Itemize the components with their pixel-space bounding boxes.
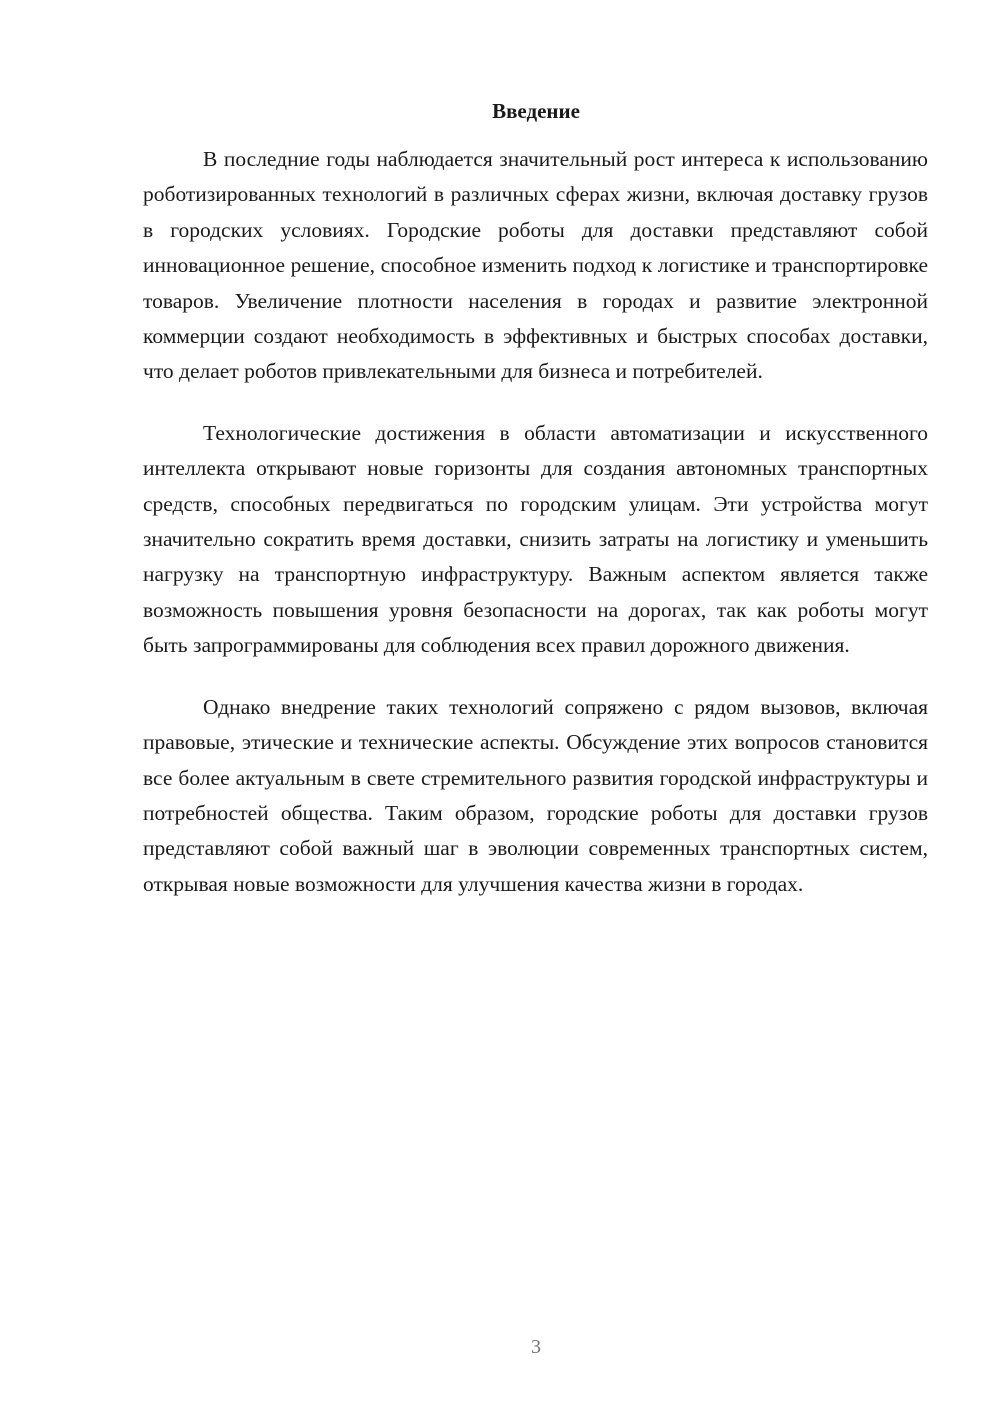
- section-heading: Введение: [492, 99, 580, 123]
- paragraph-2: Технологические достижения в области автоматизации и искусственного интеллекта открывают новые горизонты для создания автономных транспортных средств, способных передвигаться по городским улицам. Эти устройства могут значительно сократить время доставки, снизить затраты на логистику и уменьшить нагрузку на транспортную инфраструктуру. Важным аспектом является также возможность повышения уровня безопасности на дорогах, так как роботы могут быть запрограммированы для соблюдения всех правил дорожного движения.: [143, 420, 928, 658]
- page-number: 3: [531, 1336, 541, 1358]
- body-text: [143, 142, 928, 928]
- paragraph-3: Однако внедрение таких технологий сопряжено с рядом вызовов, включая правовые, этические и технические аспекты. Обсуждение этих вопросов становится все более актуальным в свете стремительного развития городской инфраструктуры и потребностей общества. Таким образом, городские роботы для доставки грузов представляют собой важный шаг в эволюции современных транспортных систем, открывая новые возможности для улучшения качества жизни в городах.: [143, 694, 928, 896]
- paragraph-1: В последние годы наблюдается значительный рост интереса к использованию роботизированных технологий в различных сферах жизни, включая доставку грузов в городских условиях. Городские роботы для доставки представляют собой инновационное решение, способное изменить подход к логистике и транспортировке товаров. Увеличение плотности населения в городах и развитие электронной коммерции создают необходимость в эффективных и быстрых способах доставки, что делает роботов привлекательными для бизнеса и потребителей.: [143, 147, 928, 384]
